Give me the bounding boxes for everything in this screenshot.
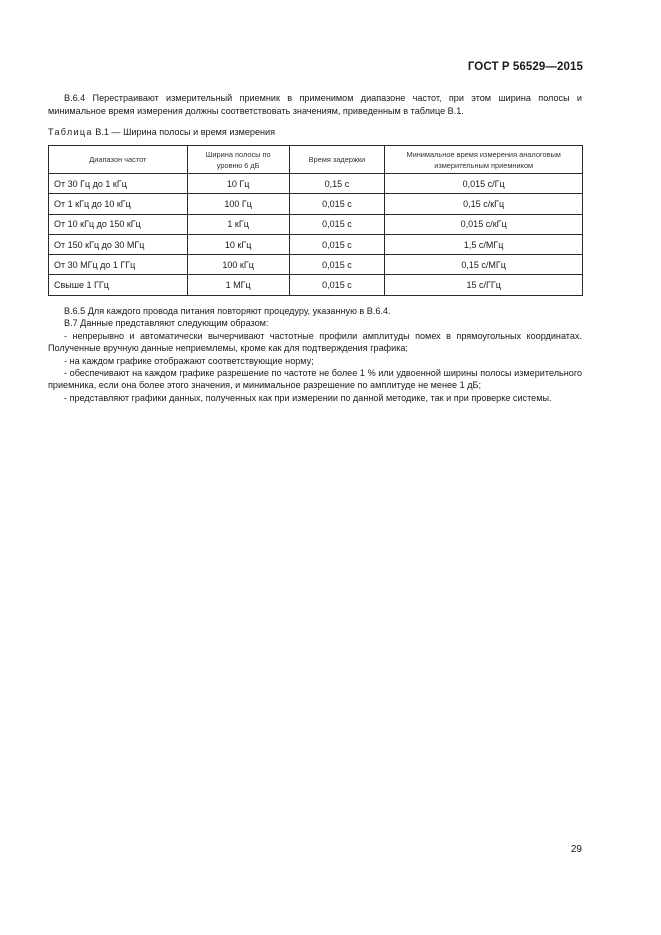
cell-min-time: 0,015 с/Гц [385, 174, 583, 194]
table-row [49, 255, 583, 275]
list-item: - непрерывно и автоматически вычерчивают частотные профили амплитуды помех в прямоугольных координатах. Полученные вручную данные неприемлемы, кроме как для подтверждения графика; [48, 330, 582, 354]
list-item: - представляют графики данных, полученных как при измерении по данной методике, так и при проверке системы. [64, 392, 552, 403]
table-row [49, 234, 583, 254]
cell-frequency-range: От 30 МГц до 1 ГГц [49, 255, 188, 275]
paragraph-b65: В.6.5 Для каждого провода питания повторяют процедуру, указанную в В.6.4. [64, 306, 391, 316]
cell-bandwidth: 100 кГц [187, 255, 289, 275]
table-row [49, 174, 583, 194]
cell-frequency-range: От 150 кГц до 30 МГц [49, 234, 188, 254]
cell-dwell-time: 0,015 с [289, 234, 385, 254]
cell-dwell-time: 0,015 с [289, 214, 385, 234]
cell-bandwidth: 1 МГц [187, 275, 289, 295]
cell-dwell-time: 0,15 с [289, 174, 385, 194]
cell-frequency-range: Свыше 1 ГГц [49, 275, 188, 295]
list-item: - на каждом графике отображают соответствующие норму; [64, 355, 314, 366]
cell-bandwidth: 1 кГц [187, 214, 289, 234]
header-bandwidth: Ширина полосы по уровню 6 дБ [187, 146, 289, 174]
cell-bandwidth: 100 Гц [187, 194, 289, 214]
list-item: - обеспечивают на каждом графике разрешение по частоте не более 1 % или удвоенной ширины полосы измерительного приемника, если она более этого значения, и минимальное разрешение по амплитуде не менее 1 дБ; [48, 368, 582, 391]
cell-min-time: 0,15 с/кГц [385, 194, 583, 214]
header-frequency-range: Диапазон частот [49, 146, 188, 174]
page-number: 29 [570, 844, 582, 855]
paragraph-b64: В.6.4 Перестраивают измерительный приемник в применимом диапазоне частот, при этом ширина полосы и минимальное время измерения должны соответствовать значениям, приведенным в таблице В.1. [48, 93, 582, 117]
cell-min-time: 0,015 с/кГц [385, 214, 583, 234]
body-text [48, 305, 582, 404]
header-dwell-time: Время задержки [289, 146, 385, 174]
cell-frequency-range: От 10 кГц до 150 кГц [49, 214, 188, 234]
cell-frequency-range: От 1 кГц до 10 кГц [49, 194, 188, 214]
cell-min-time: 1,5 с/МГц [385, 234, 583, 254]
table-caption-prefix: Таблица [48, 127, 93, 137]
table-caption [48, 127, 275, 137]
paragraph-b7: В.7 Данные представляют следующим образом: [64, 318, 269, 329]
cell-dwell-time: 0,015 с [289, 194, 385, 214]
cell-frequency-range: От 30 Гц до 1 кГц [49, 174, 188, 194]
cell-dwell-time: 0,015 с [289, 255, 385, 275]
table-header-row [49, 146, 583, 174]
document-header: ГОСТ Р 56529—2015 [467, 61, 583, 73]
header-min-measurement-time: Минимальное время измерения аналоговым измерительным приемником [385, 146, 583, 174]
cell-bandwidth: 10 Гц [187, 174, 289, 194]
cell-bandwidth: 10 кГц [187, 234, 289, 254]
intro-paragraph [48, 92, 582, 118]
table-row [49, 275, 583, 295]
cell-dwell-time: 0,015 с [289, 275, 385, 295]
cell-min-time: 0,15 с/МГц [385, 255, 583, 275]
cell-min-time: 15 с/ГГц [385, 275, 583, 295]
table-row [49, 194, 583, 214]
table-caption-title: В.1 — Ширина полосы и время измерения [92, 127, 276, 137]
table-row [49, 214, 583, 234]
measurement-table [48, 145, 583, 296]
